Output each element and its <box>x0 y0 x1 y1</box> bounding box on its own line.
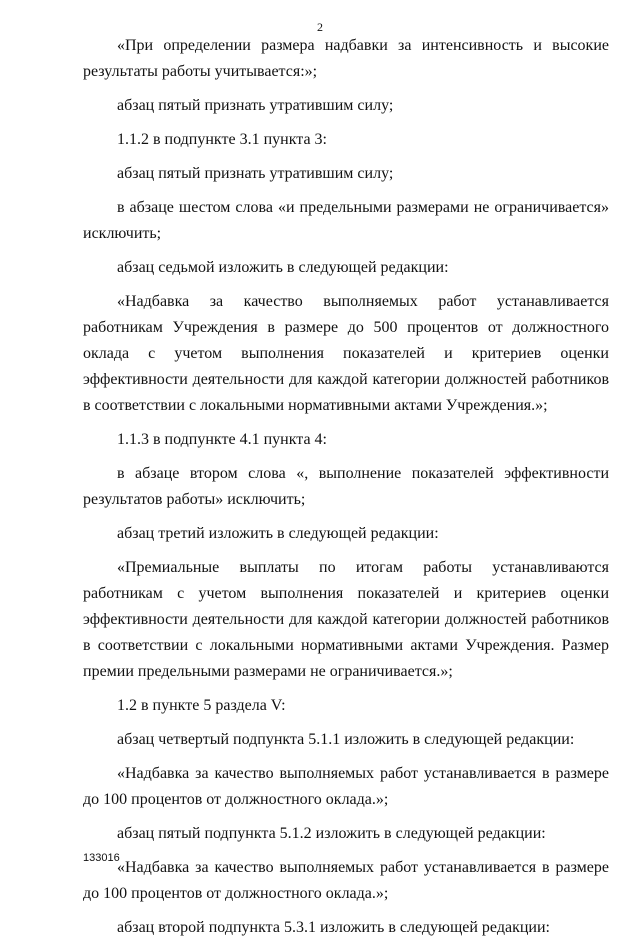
paragraph-14: «Надбавка за качество выполняемых работ устанавливается в размере до 100 процентов от должностного оклада.»; <box>83 765 609 808</box>
paragraph-8: 1.1.3 в подпункте 4.1 пункта 4: <box>117 431 327 448</box>
paragraph-17: абзац второй подпункта 5.3.1 изложить в следующей редакции: <box>117 919 550 936</box>
paragraph-3: 1.1.2 в подпункте 3.1 пункта 3: <box>117 131 327 148</box>
paragraph-12: 1.2 в пункте 5 раздела V: <box>117 697 286 714</box>
paragraph-9: в абзаце втором слова «, выполнение показателей эффективности результатов работы» исключить; <box>83 465 609 508</box>
paragraph-1: «При определении размера надбавки за интенсивность и высокие результаты работы учитывается:»; <box>83 37 609 80</box>
page-number: 2 <box>317 20 323 34</box>
paragraph-6: абзац седьмой изложить в следующей редакции: <box>117 259 449 276</box>
paragraph-11: «Премиальные выплаты по итогам работы устанавливаются работникам с учетом выполнения показателей и критериев оценки эффективности деятельности для каждой категории должностей работников в соответствии с локальными нормативными актами Учреждения. Размер премии предельными размерами не ограничивается.»; <box>83 559 609 680</box>
paragraph-2: абзац пятый признать утратившим силу; <box>117 97 394 114</box>
document-code: 133016 <box>83 852 120 864</box>
paragraph-10: абзац третий изложить в следующей редакции: <box>117 525 439 542</box>
paragraph-16: «Надбавка за качество выполняемых работ устанавливается в размере до 100 процентов от должностного оклада.»; <box>83 859 609 902</box>
paragraph-13: абзац четвертый подпункта 5.1.1 изложить в следующей редакции: <box>117 731 575 748</box>
paragraph-15: абзац пятый подпункта 5.1.2 изложить в следующей редакции: <box>117 825 546 842</box>
document-body <box>83 33 609 949</box>
paragraph-5: в абзаце шестом слова «и предельными размерами не ограничивается» исключить; <box>83 199 609 242</box>
paragraph-7: «Надбавка за качество выполняемых работ устанавливается работникам Учреждения в размере до 500 процентов от должностного оклада с учетом выполнения показателей и критериев оценки эффективности деятельности для каждой категории должностей работников в соответствии с локальными нормативными актами Учреждения.»; <box>83 293 609 414</box>
paragraph-4: абзац пятый признать утратившим силу; <box>117 165 394 182</box>
